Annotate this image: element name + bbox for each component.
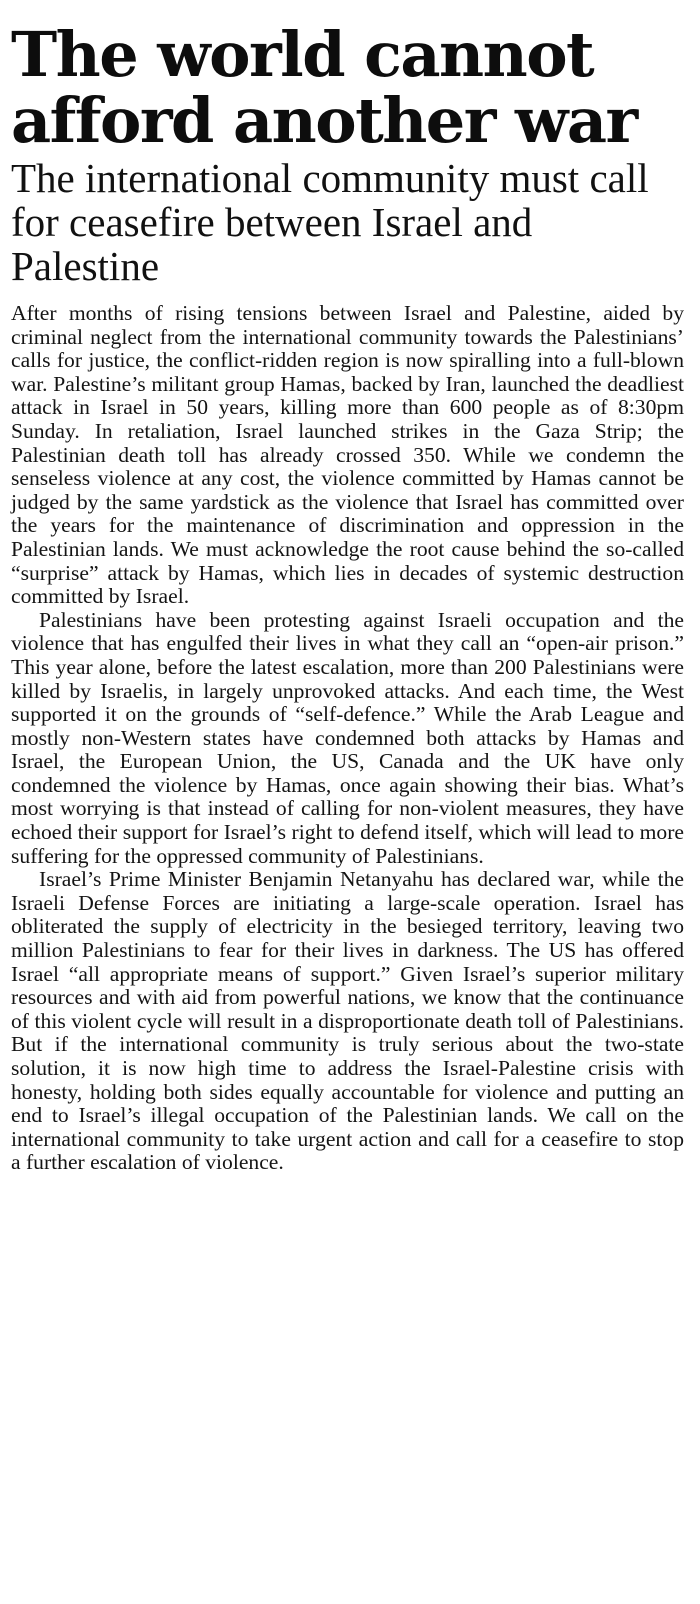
article-body — [11, 302, 684, 1175]
article-paragraph-1: After months of rising tensions between Israel and Palestine, aided by criminal neglect from the international community towards the Palestinians’ calls for justice, the conflict-ridden region is now spiralling into a full-blown war. Palestine’s militant group Hamas, backed by Iran, launched the deadliest attack in Israel in 50 years, killing more than 600 people as of 8:30pm Sunday. In retaliation, Israel launched strikes in the Gaza Strip; the Palestinian death toll has already crossed 350. While we condemn the senseless violence at any cost, the violence committed by Hamas cannot be judged by the same yardstick as the violence that Israel has committed over the years for the maintenance of discrimination and oppression in the Palestinian lands. We must acknowledge the root cause behind the so-called “surprise” attack by Hamas, which lies in decades of systemic destruction committed by Israel. — [11, 301, 684, 609]
article-standfirst: The international community must call for ceasefire between Israel and Palestine — [11, 155, 649, 289]
article-paragraph-2: Palestinians have been protesting against Israeli occupation and the violence that has engulfed their lives in what they call an “open-air prison.” This year alone, before the latest escalation, more than 200 Palestinians were killed by Israelis, in largely unprovoked attacks. And each time, the West supported it on the grounds of “self-defence.” While the Arab League and mostly non-Western states have condemned both attacks by Hamas and Israel, the European Union, the US, Canada and the UK have only condemned the violence by Hamas, once again showing their bias. What’s most worrying is that instead of calling for non-violent measures, they have echoed their support for Israel’s right to defend itself, which will lead to more suffering for the oppressed community of Palestinians. — [11, 607, 684, 868]
article-paragraph-3: Israel’s Prime Minister Benjamin Netanyahu has declared war, while the Israeli Defense Forces are initiating a large-scale operation. Israel has obliterated the supply of electricity in the besieged territory, leaving two million Palestinians to fear for their lives in darkness. The US has offered Israel “all appropriate means of support.” Given Israel’s superior military resources and with aid from powerful nations, we know that the continuance of this violent cycle will result in a disproportionate death toll of Palestinians. But if the international community is truly serious about the two-state solution, it is now high time to address the Israel-Palestine crisis with honesty, holding both sides equally accountable for violence and putting an end to Israel’s illegal occupation of the Palestinian lands. We call on the international community to take urgent action and call for a ceasefire to stop a further escalation of violence. — [11, 867, 684, 1175]
article-headline: The world cannot afford another war — [11, 18, 637, 157]
